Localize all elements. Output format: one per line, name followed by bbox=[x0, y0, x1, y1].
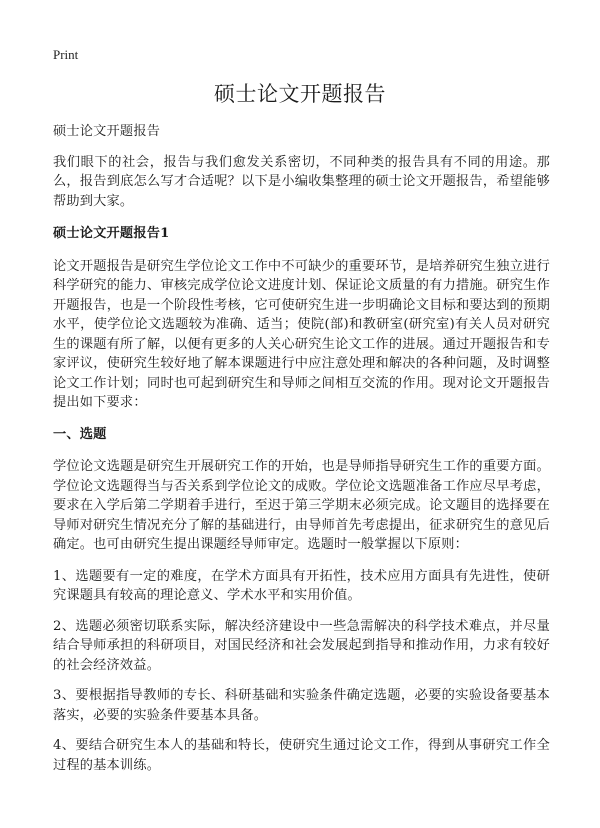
print-link[interactable]: Print bbox=[53, 47, 79, 62]
section-heading: 硕士论文开题报告1 bbox=[53, 226, 170, 241]
document-subtitle: 硕士论文开题报告 bbox=[53, 124, 161, 139]
list-item: 3、要根据指导教师的专长、科研基础和实验条件确定选题，必要的实验设备要基本落实，必要的实验条件要基本具备。 bbox=[53, 688, 550, 723]
list-item: 1、选题要有一定的难度，在学术方面具有开拓性，技术应用方面具有先进性，使研究课题具有较高的理论意义、学术水平和实用价值。 bbox=[53, 568, 550, 603]
section-heading: 一、选题 bbox=[53, 426, 107, 442]
list-item: 2、选题必须密切联系实际，解决经济建设中一些急需解决的科学技术难点，并尽量结合导师承担的科研项目，对国民经济和社会发展起到指导和推动作用，力求有较好的社会经济效益。 bbox=[53, 618, 550, 673]
section-paragraph: 学位论文选题是研究生开展研究工作的开始，也是导师指导研究生工作的重要方面。学位论文选题得当与否关系到学位论文的成败。学位论文选题准备工作应尽早考虑，要求在入学后第二学期着手进行，至迟于第三学期末必须完成。论文题目的选择要在导师对研究生情况充分了解的基础进行，由导师首先考虑提出，征求研究生的意见后确定。也可由研究生提出课题经导师审定。选题时一般掌握以下原则： bbox=[53, 459, 550, 552]
page-title: 硕士论文开题报告 bbox=[214, 82, 386, 106]
section-paragraph: 论文开题报告是研究生学位论文工作中不可缺少的重要环节，是培养研究生独立进行科学研究的能力、审核完成学位论文进度计划、保证论文质量的有力措施。研究生作开题报告，也是一个阶段性考核，它可使研究生进一步明确论文目标和要达到的预期水平，使学位论文选题较为准确、适当；使院(部)和教研室(研究室)有关人员对研究生的课题有所了解，以便有更多的人关心研究生论文工作的进展。通过开题报告和专家评议，使研究生较好地了解本课题进行中应注意处理和解决的各种问题，及时调整论文工作计划；同时也可起到研究生和导师之间相互交流的作用。现对论文开题报告提出如下要求： bbox=[53, 258, 550, 410]
list-item: 4、要结合研究生本人的基础和特长，使研究生通过论文工作，得到从事研究工作全过程的基本训练。 bbox=[53, 738, 550, 773]
document-body bbox=[53, 122, 550, 786]
intro-paragraph: 我们眼下的社会，报告与我们愈发关系密切，不同种类的报告具有不同的用途。那么，报告到底怎么写才合适呢？以下是小编收集整理的硕士论文开题报告，希望能够帮助到大家。 bbox=[53, 154, 550, 209]
